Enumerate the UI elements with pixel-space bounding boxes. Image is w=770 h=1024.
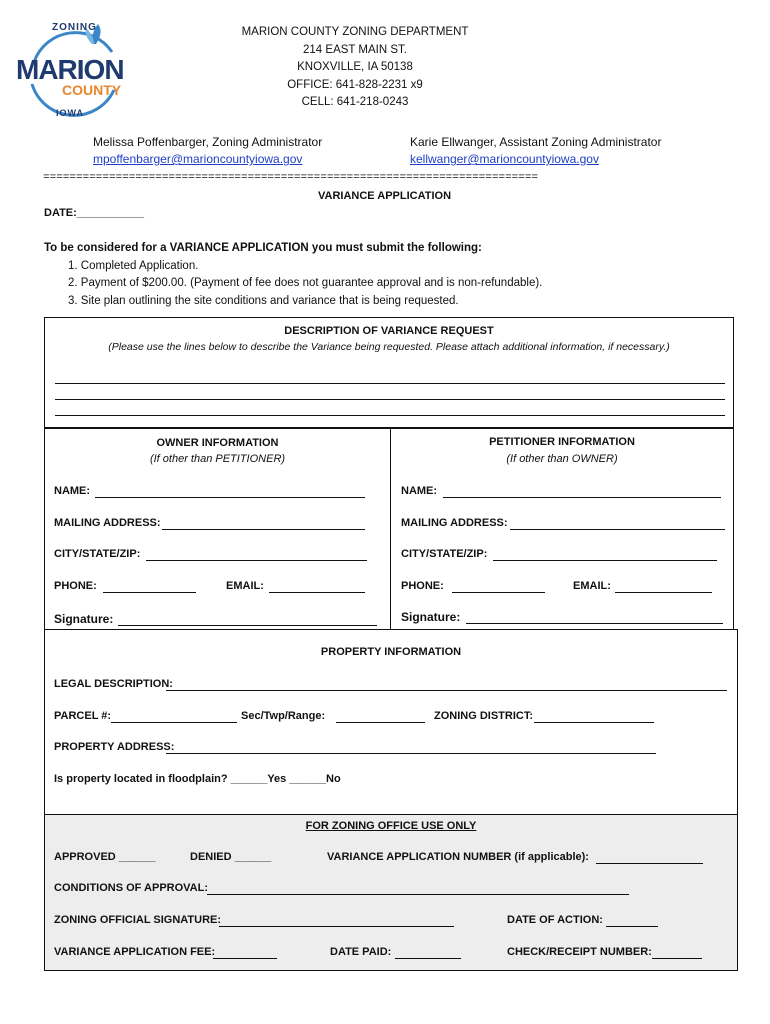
sec-twp-range-label: Sec/Twp/Range: <box>241 710 326 722</box>
requirement-item: 1. Completed Application. <box>68 259 199 272</box>
property-address-label: PROPERTY ADDRESS: <box>54 741 175 753</box>
department-header <box>200 24 510 112</box>
receipt-number-field[interactable] <box>652 958 702 959</box>
header-line: CELL: 641-218-0243 <box>301 96 409 108</box>
petitioner-note: (If other than OWNER) <box>506 453 618 465</box>
logo-main-text: MARION <box>16 54 124 85</box>
receipt-number-label: CHECK/RECEIPT NUMBER: <box>507 946 652 958</box>
owner-signature-field[interactable] <box>118 625 377 626</box>
owner-address-field[interactable] <box>162 529 365 530</box>
owner-city-field[interactable] <box>146 560 367 561</box>
owner-name-label: NAME: <box>54 485 91 497</box>
zoning-district-field[interactable] <box>534 722 654 723</box>
sec-twp-range-field[interactable] <box>336 722 425 723</box>
petitioner-title: PETITIONER INFORMATION <box>489 436 635 448</box>
legal-description-field[interactable] <box>166 690 727 691</box>
approved-field[interactable]: APPROVED ______ <box>54 851 156 863</box>
zoning-district-label: ZONING DISTRICT: <box>434 710 533 722</box>
owner-phone-field[interactable] <box>103 592 196 593</box>
description-note: (Please use the lines below to describe the Variance being requested. Please attach additional information, if necessary.) <box>108 341 670 353</box>
owner-note: (If other than PETITIONER) <box>149 453 286 465</box>
petitioner-address-field[interactable] <box>510 529 725 530</box>
date-of-action-label: DATE OF ACTION: <box>507 914 603 926</box>
parcel-label: PARCEL #: <box>54 710 112 722</box>
owner-email-label: EMAIL: <box>226 580 264 592</box>
requirement-item: 2. Payment of $200.00. (Payment of fee does not guarantee approval and is non-refundable). <box>68 277 543 289</box>
official-signature-label: ZONING OFFICIAL SIGNATURE: <box>54 914 222 926</box>
header-line: 214 EAST MAIN ST. <box>303 43 407 56</box>
petitioner-email-field[interactable] <box>615 592 712 593</box>
contact-email-link[interactable]: kellwanger@marioncountyiowa.gov <box>410 152 599 166</box>
office-use-title: FOR ZONING OFFICE USE ONLY <box>305 820 477 832</box>
petitioner-name-label: NAME: <box>401 485 438 497</box>
logo-sub-text: COUNTY <box>62 82 122 98</box>
logo-top-text: ZONING <box>52 22 97 33</box>
owner-title: OWNER INFORMATION <box>156 437 279 449</box>
date-paid-field[interactable] <box>395 958 461 959</box>
petitioner-email-label: EMAIL: <box>573 580 611 592</box>
parcel-field[interactable] <box>111 722 237 723</box>
petitioner-address-label: MAILING ADDRESS: <box>401 517 508 529</box>
owner-address-label: MAILING ADDRESS: <box>54 517 161 529</box>
contact-right <box>410 134 661 168</box>
official-signature-field[interactable] <box>219 926 454 927</box>
date-paid-label: DATE PAID: <box>330 946 392 958</box>
date-of-action-field[interactable] <box>606 926 658 927</box>
contact-name: Melissa Poffenbarger, Zoning Administrator <box>93 135 323 149</box>
conditions-field[interactable] <box>207 894 629 895</box>
owner-phone-label: PHONE: <box>54 580 97 592</box>
petitioner-phone-field[interactable] <box>452 592 545 593</box>
petitioner-signature-label: Signature: <box>401 610 461 624</box>
contact-left <box>93 134 322 168</box>
application-fee-field[interactable] <box>213 958 277 959</box>
description-line[interactable] <box>55 399 725 400</box>
owner-email-field[interactable] <box>269 592 365 593</box>
property-address-field[interactable] <box>166 753 656 754</box>
contact-name: Karie Ellwanger, Assistant Zoning Administrator <box>410 135 662 149</box>
petitioner-city-label: CITY/STATE/ZIP: <box>401 548 488 560</box>
logo-bottom-text: IOWA <box>56 108 84 118</box>
date-field[interactable]: DATE:___________ <box>44 207 145 219</box>
county-logo <box>14 22 132 122</box>
application-fee-label: VARIANCE APPLICATION FEE: <box>54 946 216 958</box>
denied-field[interactable]: DENIED ______ <box>190 851 272 863</box>
description-title: DESCRIPTION OF VARIANCE REQUEST <box>284 325 494 337</box>
owner-signature-label: Signature: <box>54 612 114 626</box>
floodplain-question[interactable]: Is property located in floodplain? ______Yes ______No <box>54 773 341 785</box>
owner-city-label: CITY/STATE/ZIP: <box>54 548 141 560</box>
header-line: MARION COUNTY ZONING DEPARTMENT <box>241 26 469 38</box>
form-title: VARIANCE APPLICATION <box>318 190 452 202</box>
property-title: PROPERTY INFORMATION <box>320 646 462 658</box>
requirements-intro: To be considered for a VARIANCE APPLICATION you must submit the following: <box>44 242 482 254</box>
header-line: KNOXVILLE, IA 50138 <box>297 61 413 73</box>
contact-email-link[interactable]: mpoffenbarger@marioncountyiowa.gov <box>93 152 303 166</box>
separator: =========================================================================== <box>43 172 539 184</box>
description-line[interactable] <box>55 383 725 384</box>
petitioner-signature-field[interactable] <box>466 623 723 624</box>
application-number-field[interactable] <box>596 863 703 864</box>
owner-name-field[interactable] <box>95 497 365 498</box>
header-line: OFFICE: 641-828-2231 x9 <box>287 78 423 91</box>
legal-description-label: LEGAL DESCRIPTION: <box>54 678 173 690</box>
requirements <box>44 240 542 310</box>
petitioner-phone-label: PHONE: <box>401 580 444 592</box>
description-line[interactable] <box>55 415 725 416</box>
petitioner-name-field[interactable] <box>443 497 721 498</box>
conditions-label: CONDITIONS OF APPROVAL: <box>54 882 208 894</box>
application-number-label: VARIANCE APPLICATION NUMBER (if applicable): <box>327 851 589 863</box>
requirement-item: 3. Site plan outlining the site conditions and variance that is being requested. <box>68 294 459 307</box>
petitioner-city-field[interactable] <box>493 560 717 561</box>
